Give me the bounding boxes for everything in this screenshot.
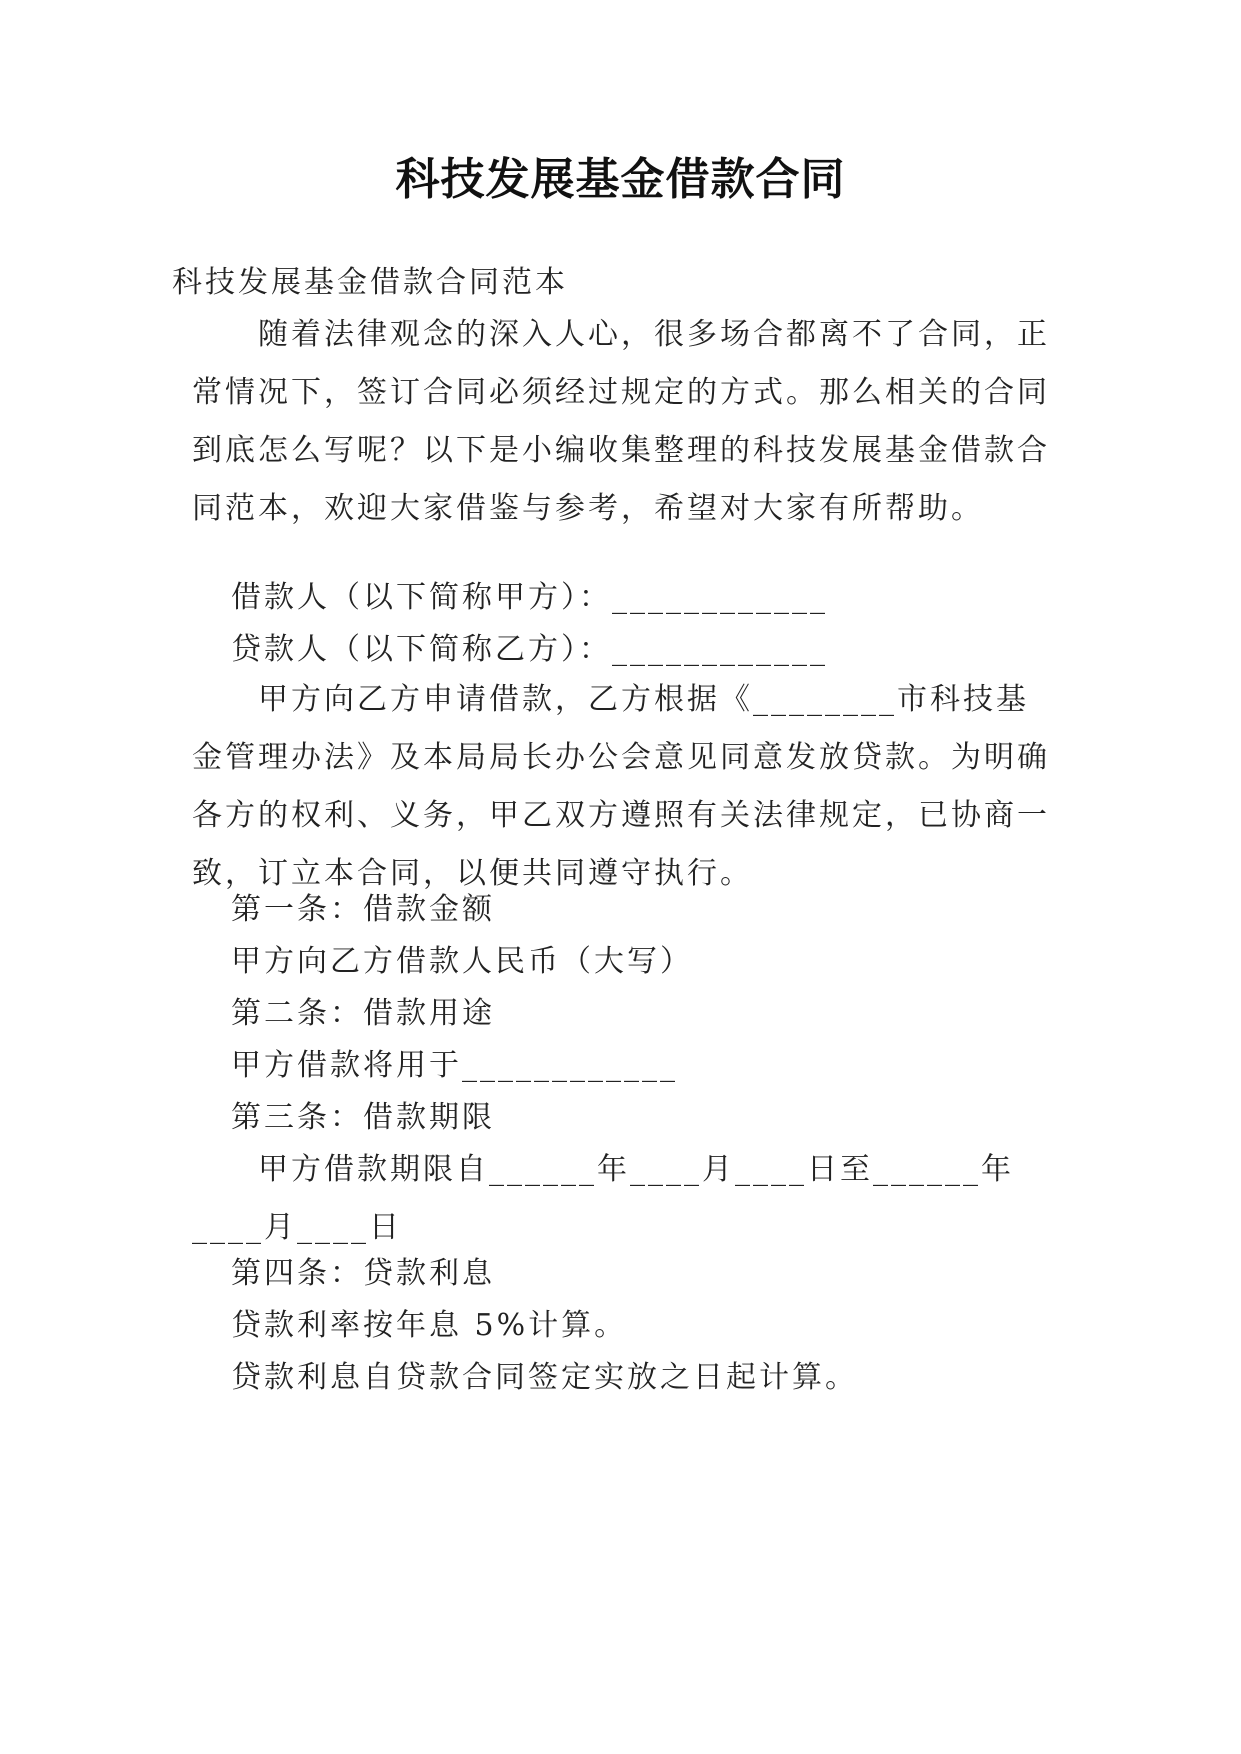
intro-paragraph: 随着法律观念的深入人心，很多场合都离不了合同，正常情况下，签订合同必须经过规定的方式。那么相关的合同到底怎么写呢？以下是小编收集整理的科技发展基金借款合同范本，欢迎大家借鉴与参考，希望对大家有所帮助。: [192, 317, 1050, 526]
document-subtitle: 科技发展基金借款合同范本: [172, 265, 568, 300]
document-title: 科技发展基金借款合同: [395, 154, 846, 205]
article4-text-rate: 贷款利率按年息 5%计算。: [231, 1308, 628, 1343]
article2-title: 第二条：借款用途: [231, 996, 495, 1031]
article2-text: 甲方借款将用于____________: [231, 1048, 678, 1083]
article4-title: 第四条：贷款利息: [231, 1256, 495, 1291]
article3-title: 第三条：借款期限: [231, 1100, 495, 1135]
article1-title: 第一条：借款金额: [231, 892, 495, 927]
preamble-paragraph: 甲方向乙方申请借款，乙方根据《________市科技基金管理办法》及本局局长办公会意见同意发放贷款。为明确各方的权利、义务，甲乙双方遵照有关法律规定，已协商一致，订立本合同，以便共同遵守执行。: [192, 682, 1050, 891]
article4-text-start: 贷款利息自贷款合同签定实放之日起计算。: [231, 1360, 858, 1395]
article1-text: 甲方向乙方借款人民币（大写）: [231, 944, 693, 979]
article3-text: 甲方借款期限自______年____月____日至______年____月____日: [192, 1152, 1014, 1245]
lender-line: 贷款人（以下简称乙方）：____________: [231, 632, 828, 667]
borrower-line: 借款人（以下简称甲方）：____________: [231, 580, 828, 615]
